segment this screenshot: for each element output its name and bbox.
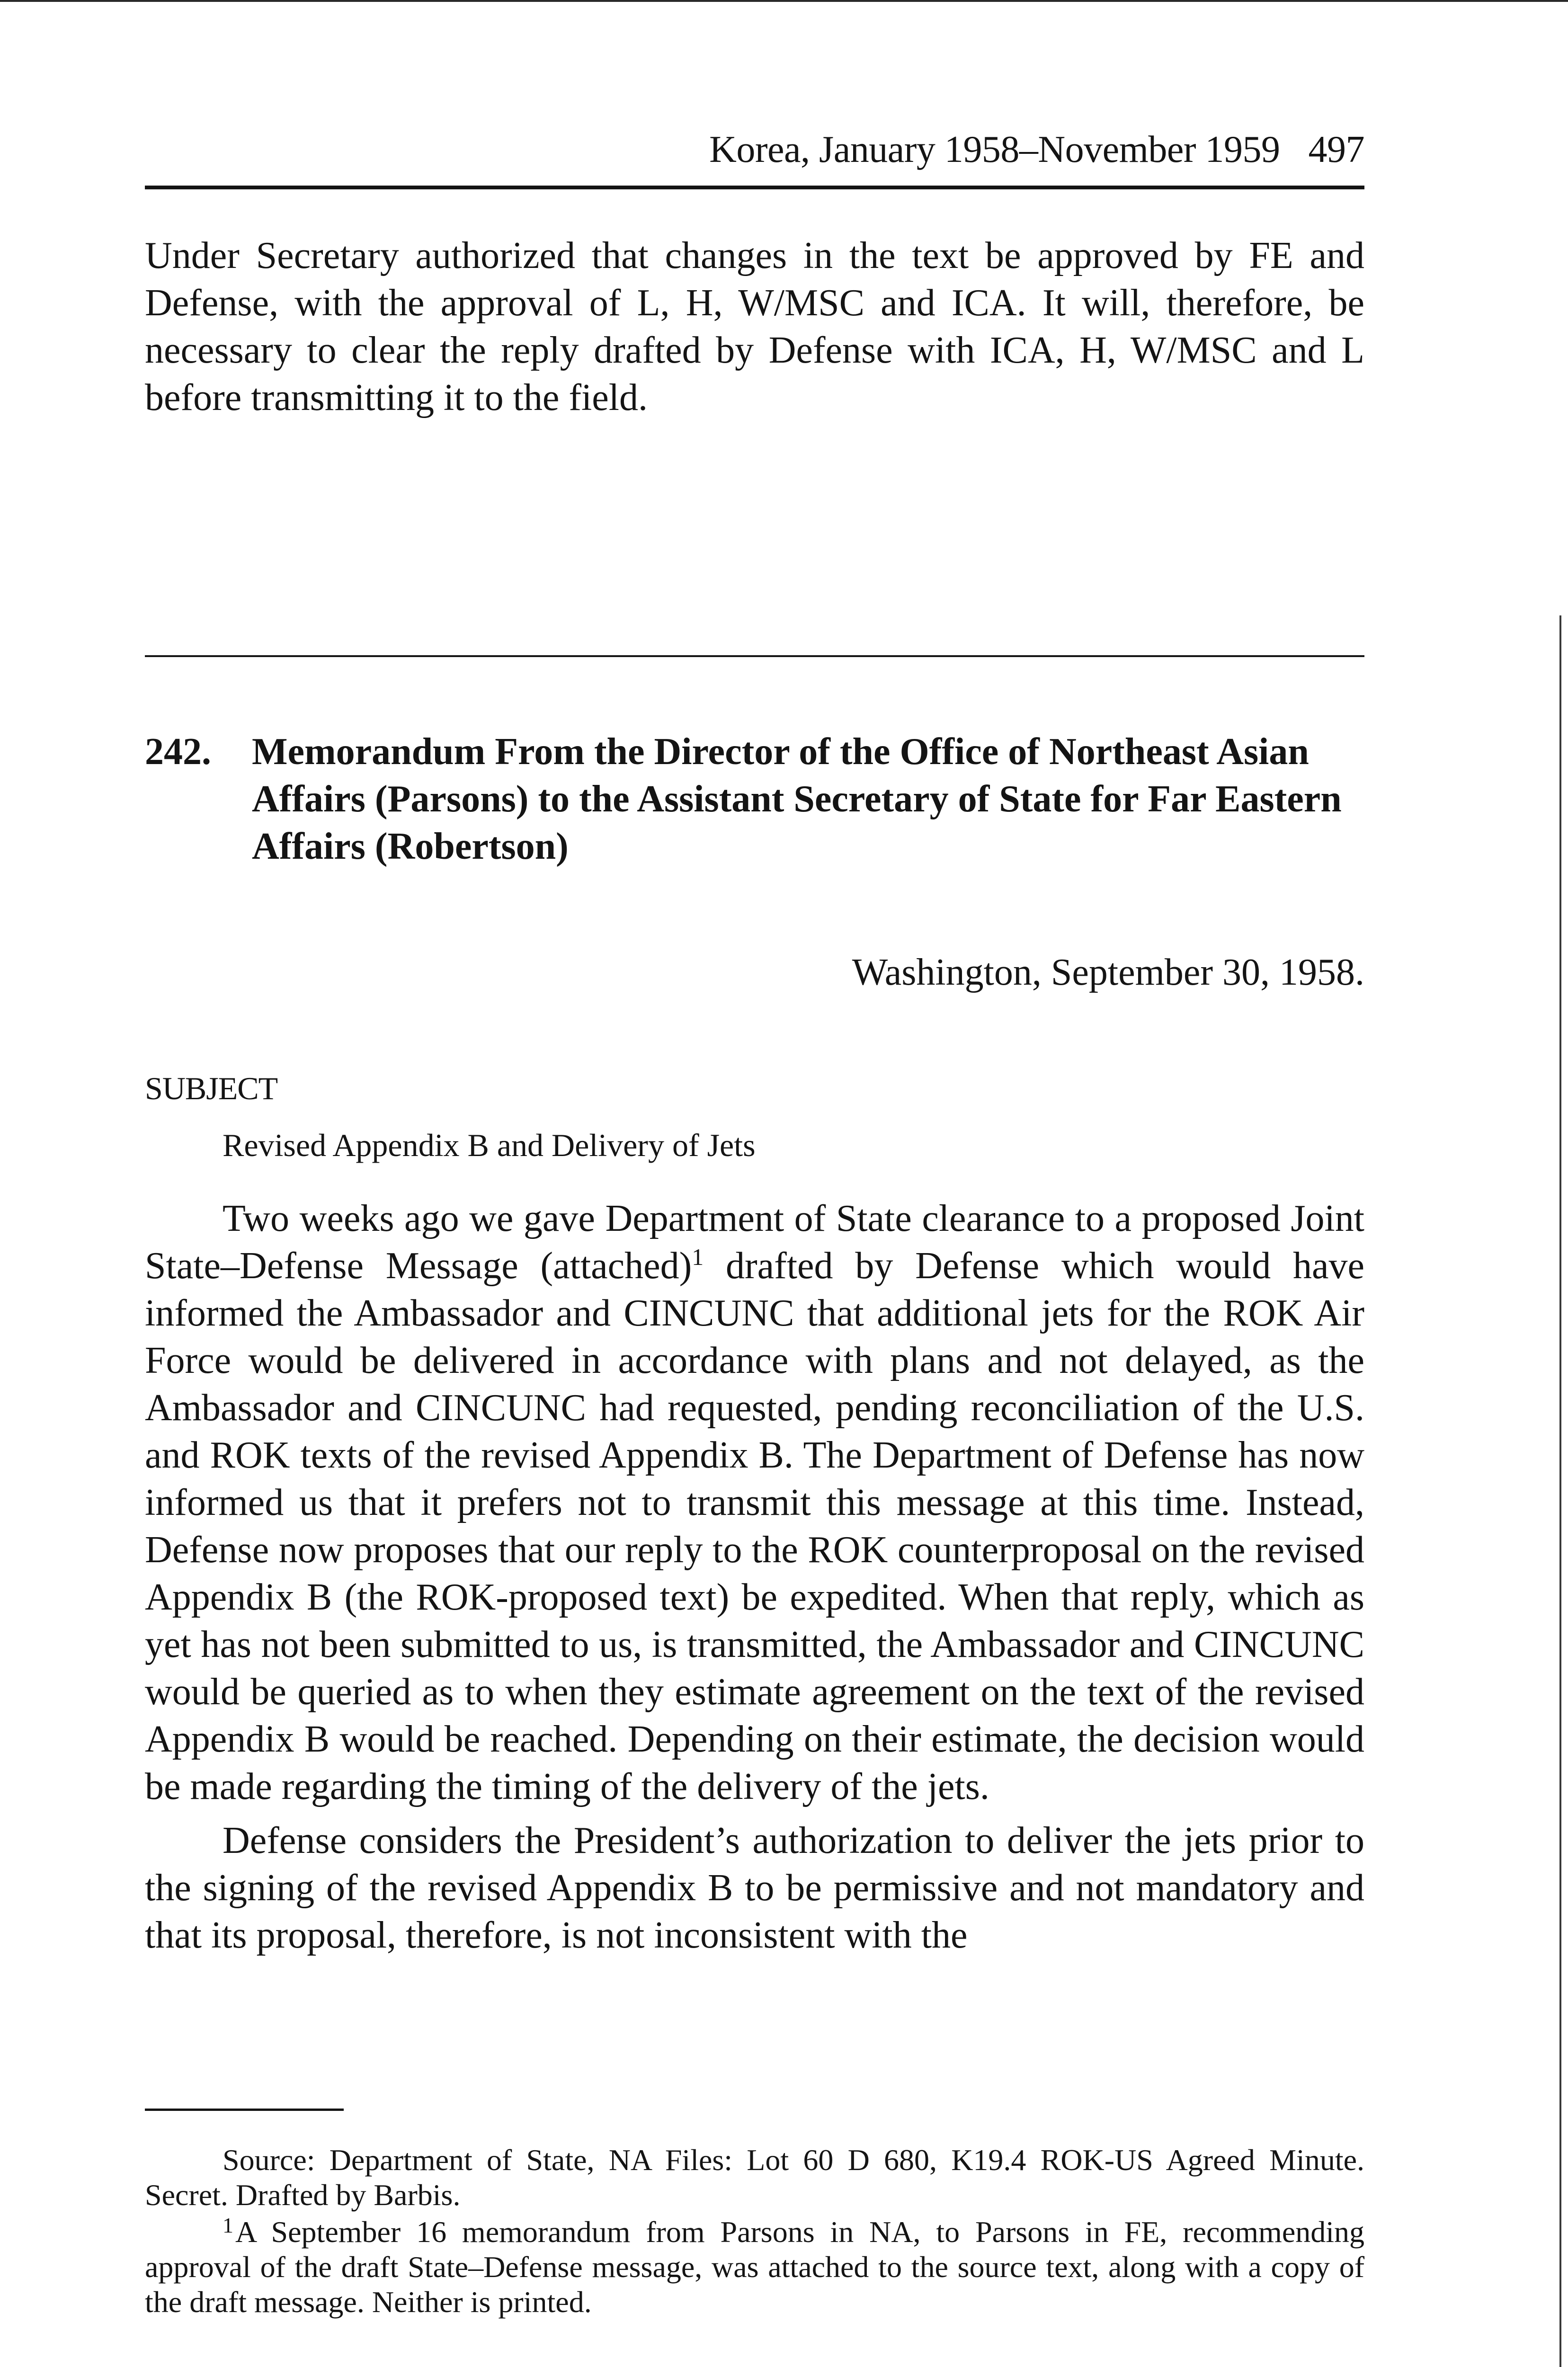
document-title: Memorandum From the Director of the Office of Northeast Asian Affairs (Parsons) to the Assistant Secretary of State for Far Eastern Affairs (Robertson) — [252, 731, 1342, 867]
body-paragraph-1 — [145, 1195, 1364, 1810]
running-title: Korea, January 1958–November 1959 — [709, 129, 1280, 170]
page-number: 497 — [1308, 129, 1364, 170]
continuation-paragraph: Under Secretary authorized that changes in the text be approved by FE and Defense, with the approval of L, H, W/MSC and ICA. It will, therefore, be necessary to clear the reply drafted by Defense with ICA, H, W/MSC and L before transmitting it to the field. — [145, 235, 1364, 418]
subject-label: SUBJECT — [145, 1070, 278, 1106]
dateline: Washington, September 30, 1958. — [852, 952, 1364, 993]
source-note: Source: Department of State, NA Files: Lot 60 D 680, K19.4 ROK-US Agreed Minute. Secret. Drafted by Barbis. — [145, 2143, 1364, 2212]
scan-right-edge — [1559, 615, 1561, 2367]
footnote-1 — [145, 2215, 1364, 2320]
running-head — [145, 131, 1364, 169]
paragraph-1-lead: Two weeks ago we gave Department of State clearance to a proposed Joint State–Defense Message (attached) — [145, 1198, 1364, 1287]
paragraph-1-rest: drafted by Defense which would have informed the Ambassador and CINCUNC that additional jets for the ROK Air Force would be delivered in accordance with plans and not delayed, as the Ambassador and CINCUNC had requested, pending reconciliation of the U.S. and ROK texts of the revised Appendix B. The Department of Defense has now informed us that it prefers not to transmit this message at this time. Instead, Defense now proposes that our reply to the ROK counterproposal on the revised Appendix B (the ROK-proposed text) be expedited. When that reply, which as yet has not been submitted to us, is transmitted, the Ambassador and CINCUNC would be queried as to when they estimate agreement on the text of the revised Appendix B would be reached. Depending on their estimate, the decision would be made regarding the timing of the delivery of the jets. — [145, 1245, 1364, 1807]
memo-body — [145, 1195, 1364, 1959]
footnote-1-text: A September 16 memorandum from Parsons in NA, to Parsons in FE, recommending approval of the draft State–Defense message, was attached to the source text, along with a copy of the draft message. Neither is printed. — [145, 2215, 1364, 2319]
header-rule — [145, 186, 1364, 189]
scan-top-edge — [0, 0, 1568, 2]
subject-text: Revised Appendix B and Delivery of Jets — [223, 1127, 756, 1163]
section-divider — [145, 655, 1364, 657]
footnotes — [145, 2143, 1364, 2320]
footnote-reference-1: 1 — [692, 1244, 704, 1270]
document-number: 242. — [145, 731, 211, 773]
footnote-1-marker: 1 — [223, 2213, 233, 2237]
footnote-rule — [145, 2109, 344, 2111]
body-paragraph-2: Defense considers the President’s authorization to deliver the jets prior to the signing of the revised Appendix B to be permissive and not mandatory and that its proposal, therefore, is not inconsistent with the — [145, 1820, 1364, 1956]
